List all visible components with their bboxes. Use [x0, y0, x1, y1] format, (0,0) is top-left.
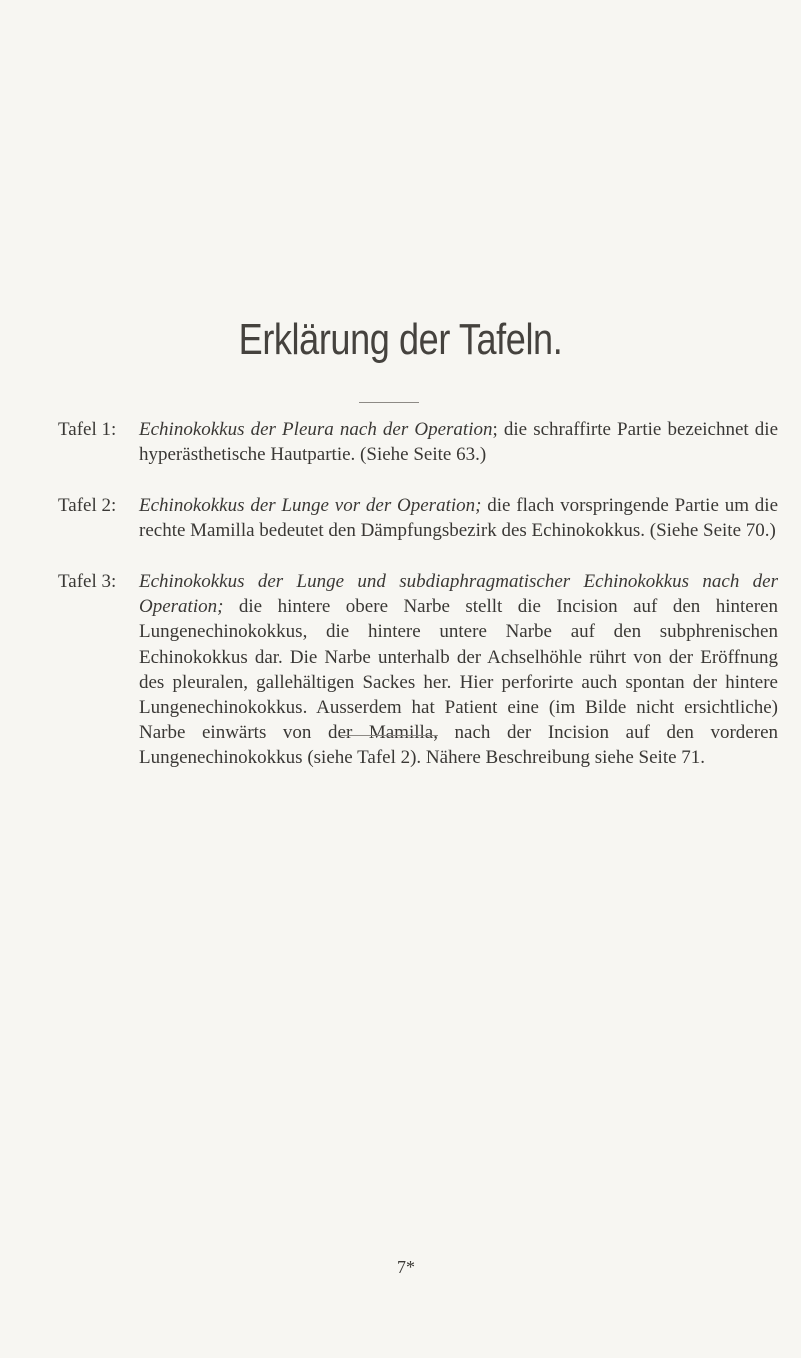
plate-description [139, 569, 778, 771]
closing-divider [340, 735, 438, 736]
plate-label: Tafel 3: [58, 571, 117, 592]
plate-entry-3 [58, 569, 778, 771]
plate-title: Echinokokkus der Lunge vor der Operation; [139, 495, 482, 516]
page-number: 7* [397, 1257, 415, 1277]
plate-title-punctuation: ; [492, 419, 504, 440]
plate-entry-2 [58, 493, 778, 543]
plate-title-punctuation [223, 596, 238, 617]
plate-description [139, 493, 778, 543]
plate-title: Echinokokkus der Pleura nach der Operation [139, 419, 493, 440]
plate-description [139, 417, 778, 467]
plate-text: die schraffirte Partie bezeichnet die hyperästhetische Hautpartie. (Siehe Seite 63.) [139, 419, 778, 466]
title-divider [359, 402, 419, 403]
page-title: Erklärung der Tafeln. [238, 315, 563, 364]
plate-title: Echinokokkus der Lunge und subdiaphragmatischer Echinokokkus nach der Operation; [139, 571, 778, 618]
plate-entry-1 [58, 417, 778, 467]
plate-text: die flach vorspringende Partie um die rechte Mamilla bedeutet den Dämpfungsbezirk des Echinokokkus. (Siehe Seite 70.) [139, 495, 779, 542]
plate-text: die hintere obere Narbe stellt die Incision auf den hinteren Lungenechinokokkus, die hintere untere Narbe auf den subphrenischen Echinokokkus dar. Die Narbe unterhalb der Achselhöhle rührt von der Eröffnung des pleuralen, gallehältigen Sackes her. Hier perforirte auch spontan der hintere Lungenechinokokkus. Ausserdem hat Patient eine (im Bilde nicht ersichtliche) Narbe einwärts von der Mamilla, nach der Incision auf den vorderen Lungenechinokokkus (siehe Tafel 2). Nähere Beschreibung siehe Seite 71. [139, 596, 778, 769]
plate-label: Tafel 2: [58, 495, 117, 516]
plate-label: Tafel 1: [58, 419, 117, 440]
